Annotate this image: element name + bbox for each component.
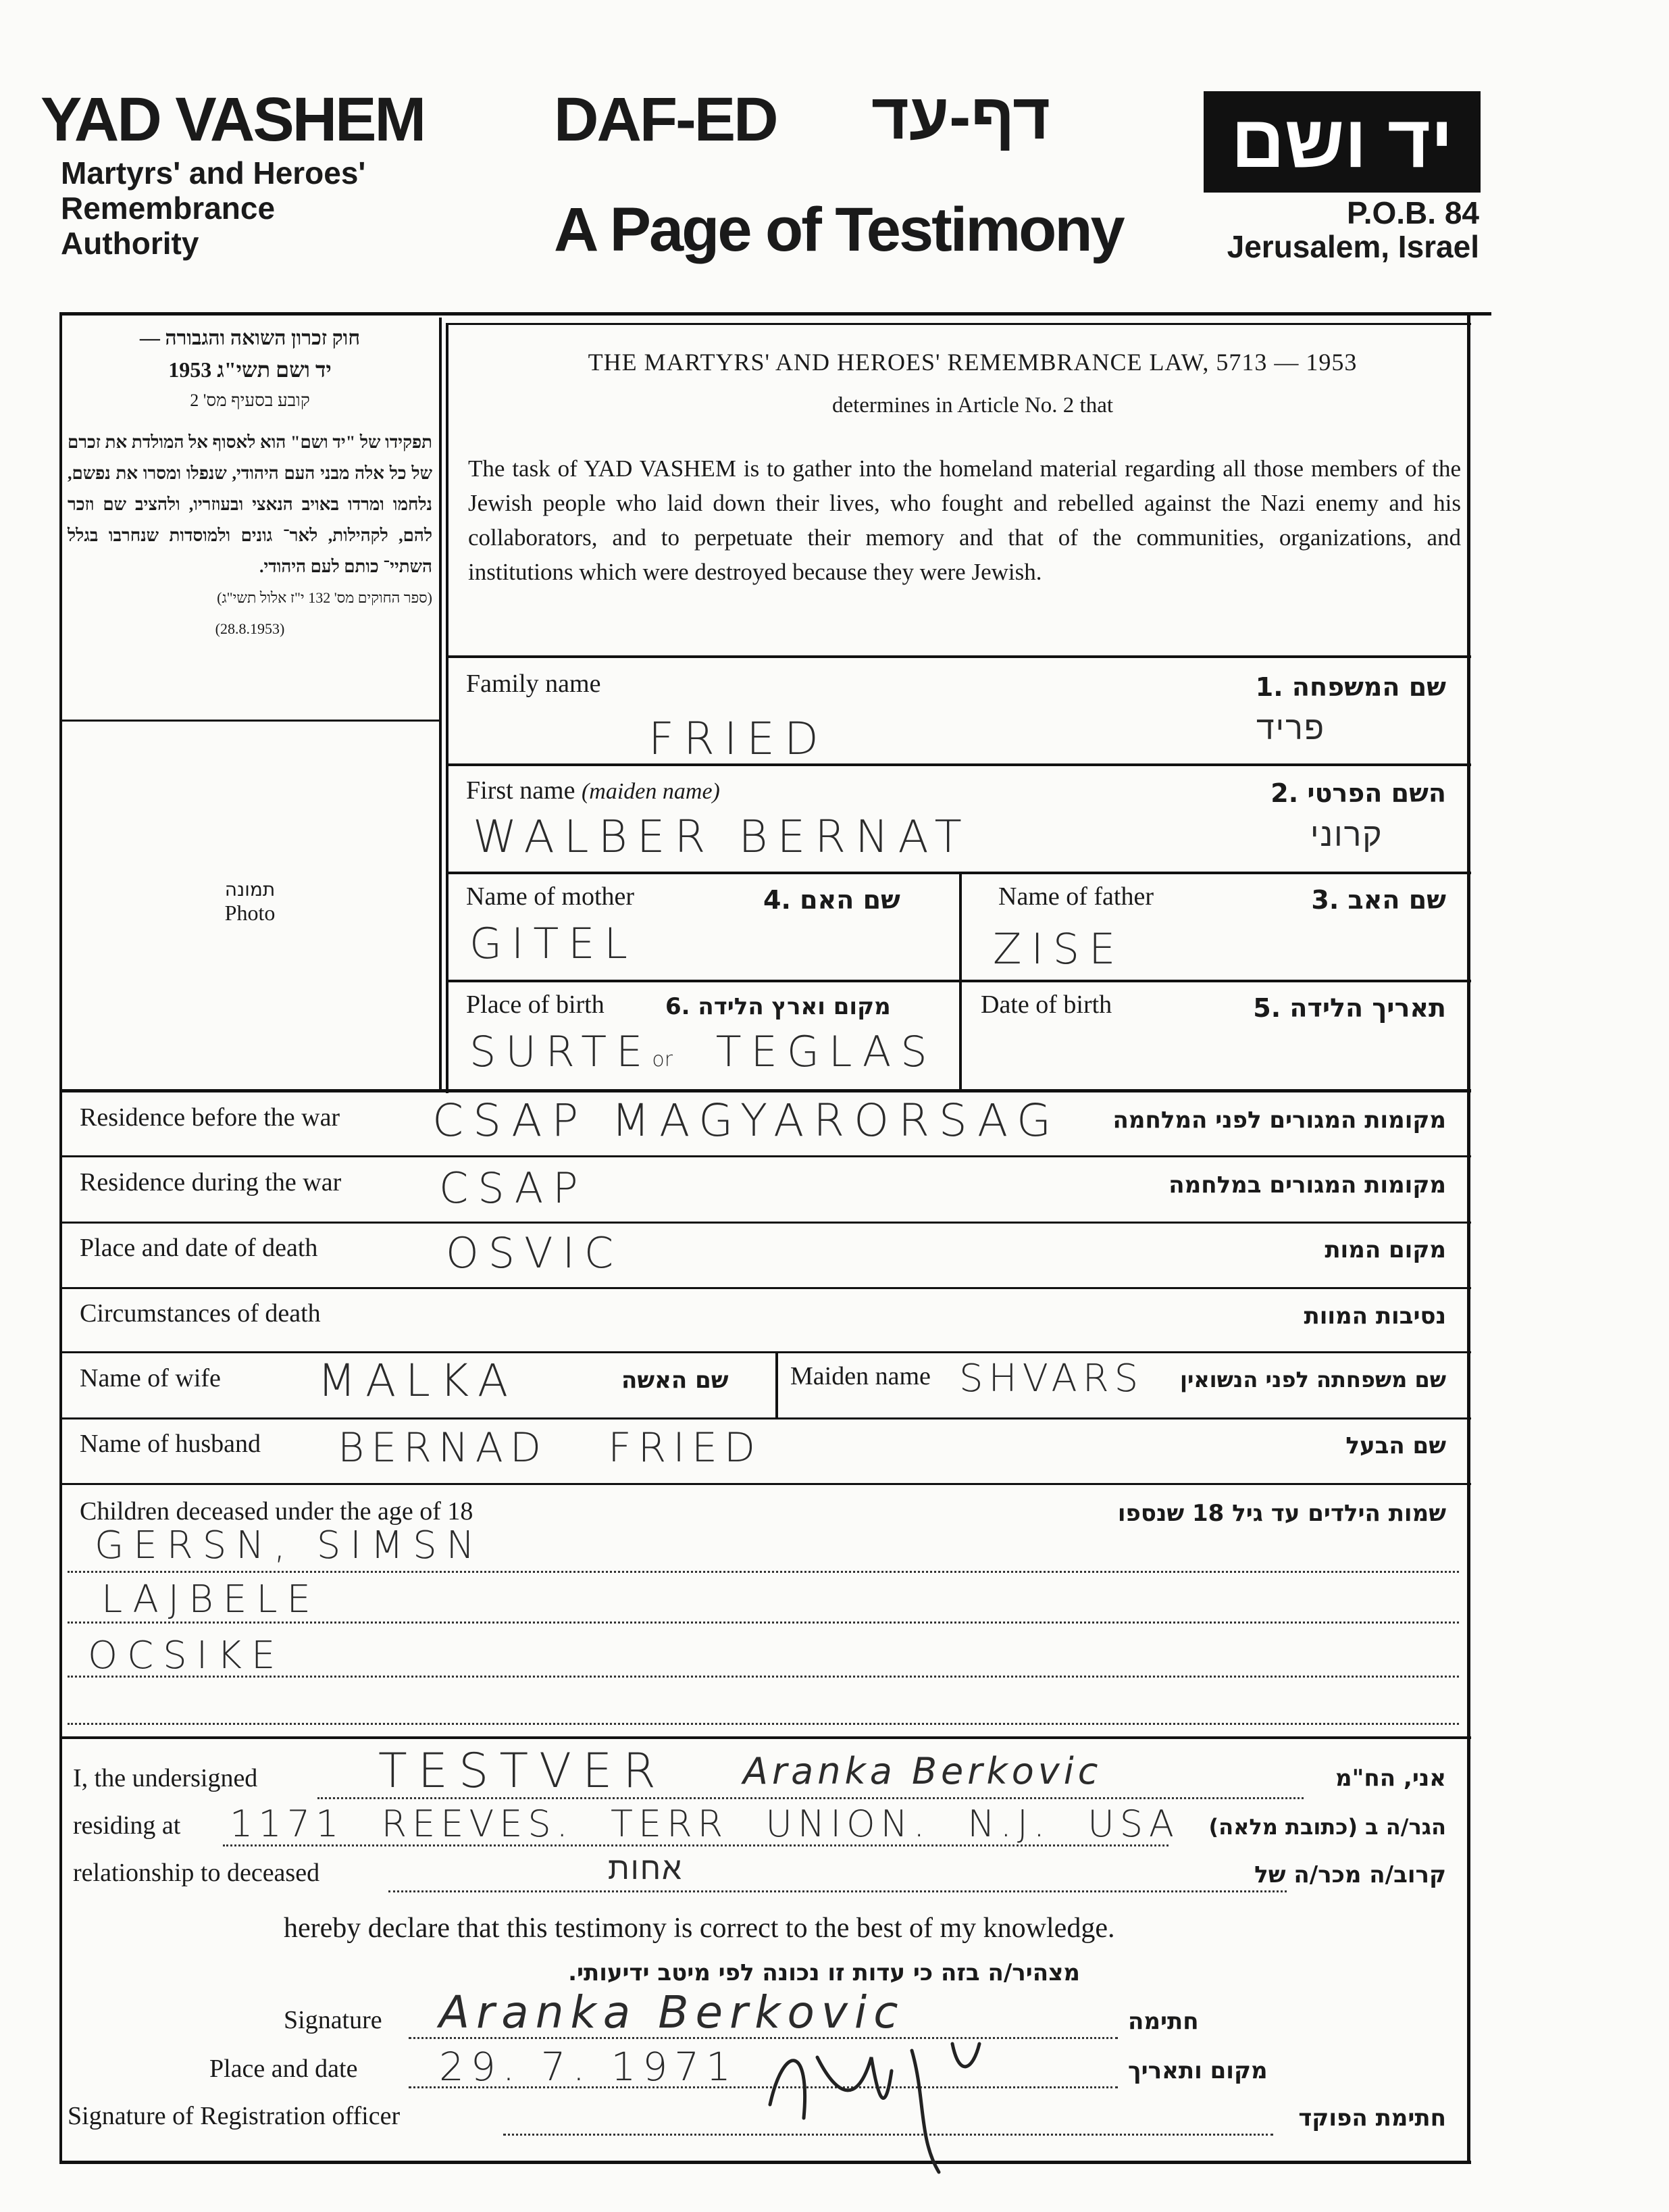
signature-label-hebrew: חתימה <box>1128 2008 1199 2035</box>
maiden-name-label-hebrew: שם משפחתה לפני הנשואין <box>1179 1367 1446 1392</box>
registration-officer-label: Signature of Registration officer <box>68 2102 401 2130</box>
relationship-label: relationship to deceased <box>73 1859 320 1887</box>
children-label: Children deceased under the age of 18 <box>80 1497 473 1526</box>
law-title: THE MARTYRS' AND HEROES' REMEMBRANCE LAW, 5713 — 1953 <box>588 349 1358 376</box>
left-border-upper <box>59 312 62 1092</box>
residing-label-hebrew: הגר/ה ב (כתובת מלאה) <box>1208 1814 1446 1840</box>
relationship-line <box>388 1890 1287 1892</box>
row-sep-3 <box>446 980 1471 982</box>
inner-left-border <box>446 323 448 1093</box>
row-sep-9 <box>62 1417 1471 1419</box>
birth-place-or: or <box>652 1048 673 1072</box>
first-name-label-hebrew: השם הפרטי .2 <box>1270 778 1446 808</box>
law-hebrew-body: תפקידו של "יד ושם" הוא לאסוף אל המולדת את זכרם של כל אלה מבני העם היהודי, שנפלו ומסרו את נפשם, נלחמו ומרדו באויב הנאצי ובעוזריו, ולהציב שם וזכר להם, לקהילות, לאר־ גונים ולמוסדות שנחרבו בגלל השתיי־ כותם לעם היהודי. <box>68 432 432 576</box>
law-hebrew-title2: יד ושם תשי"ג 1953 <box>168 357 332 382</box>
row-sep-8 <box>62 1351 1471 1353</box>
child-line-3 <box>68 1676 1459 1678</box>
residence-during-label-hebrew: מקומות המגורים במלחמה <box>1169 1172 1446 1199</box>
child-line-2 <box>68 1622 1459 1624</box>
residence-before-label: Residence before the war <box>80 1103 340 1132</box>
photo-placeholder <box>203 878 297 926</box>
row-sep-10 <box>62 1483 1471 1485</box>
law-hebrew-article: קובע בסעיף מס' 2 <box>190 391 310 410</box>
first-name-label-note: (maiden name) <box>581 779 720 804</box>
family-name-value-hebrew[interactable]: פריד <box>1256 709 1325 747</box>
residing-label: residing at <box>73 1811 181 1840</box>
place-date-label: Place and date <box>209 2055 358 2083</box>
city: Jerusalem, Israel <box>1227 229 1479 264</box>
circumstances-label-hebrew: נסיבות המוות <box>1304 1303 1446 1330</box>
undersigned-value[interactable]: TESTVER <box>378 1743 667 1799</box>
org-line-3: Authority <box>61 226 199 261</box>
law-subtitle: determines in Article No. 2 that <box>831 393 1114 418</box>
residence-during-label: Residence during the war <box>80 1168 342 1197</box>
signature-label: Signature <box>284 2006 382 2034</box>
left-border-lower <box>59 1089 62 2163</box>
law-photo-divider <box>62 720 440 722</box>
birth-place-label-hebrew: מקום וארץ הלידה .6 <box>665 993 891 1020</box>
yad-vashem-logo: יד ושם <box>1204 91 1481 193</box>
undersigned-signature[interactable]: Aranka Berkovic <box>743 1750 1102 1792</box>
row-sep-4 <box>59 1089 1471 1092</box>
birth-place-value-2: TEGLAS <box>715 1027 937 1076</box>
family-name-value[interactable]: FRIED <box>648 713 828 765</box>
first-name-value[interactable]: WALBER BERNAT <box>473 811 971 863</box>
relationship-label-hebrew: קרוב/ה מכר/ה של <box>1254 1861 1446 1888</box>
residence-during-value[interactable]: CSAP <box>439 1163 588 1213</box>
maiden-name-value[interactable]: SHVARS <box>959 1357 1144 1401</box>
birth-date-label: Date of birth <box>981 990 1112 1019</box>
undersigned-label: I, the undersigned <box>73 1764 258 1792</box>
address-block <box>1202 196 1479 263</box>
undersigned-label-hebrew: אני, הח"מ <box>1335 1765 1446 1792</box>
signature-value[interactable]: Aranka Berkovic <box>439 1986 905 2038</box>
wife-name-label-hebrew: שם האשה <box>621 1367 729 1394</box>
law-box-bottom <box>446 655 1471 658</box>
registration-officer-label-hebrew: חתימת הפוקד <box>1298 2105 1446 2132</box>
father-name-label: Name of father <box>998 882 1154 911</box>
family-name-label: Family name <box>466 670 601 698</box>
mother-name-label: Name of mother <box>466 882 635 911</box>
row-sep-1 <box>446 763 1471 766</box>
photo-label-hebrew: תמונה <box>224 878 276 901</box>
mid-divider-2 <box>775 1351 778 1419</box>
mid-divider-1 <box>959 873 962 1089</box>
death-place-value[interactable]: OSVIC <box>446 1228 623 1278</box>
birth-place-label: Place of birth <box>466 990 605 1019</box>
residence-before-label-hebrew: מקומות המגורים לפני המלחמה <box>1112 1107 1446 1134</box>
law-hebrew-ref: (ספר החוקים מס' 132 י"ז אלול תשי"ג) <box>217 589 432 606</box>
maiden-name-label: Maiden name <box>790 1362 931 1390</box>
mother-name-value[interactable]: GITEL <box>469 919 637 968</box>
top-border <box>59 312 1491 316</box>
birth-place-value[interactable] <box>469 1027 937 1076</box>
wife-name-label: Name of wife <box>80 1364 221 1392</box>
death-place-label-hebrew: מקום המות <box>1325 1236 1446 1263</box>
mother-name-label-hebrew: שם האם .4 <box>763 885 900 915</box>
family-name-label-hebrew: שם המשפחה .1 <box>1255 672 1446 702</box>
residing-value[interactable]: 1171 REEVES. TERR UNION. N.J. USA <box>230 1803 1179 1845</box>
dafed-title-hebrew: דף-עד <box>871 80 1050 153</box>
row-sep-11 <box>62 1736 1471 1739</box>
photo-divider <box>439 318 442 1091</box>
child-1[interactable]: GERSN, SIMSN <box>95 1524 484 1567</box>
law-body: The task of YAD VASHEM is to gather into the homeland material regarding all those members of the Jewish people who laid down their lives, who fought and rebelled against the Nazi enemy and his collaborators, and to perpetuate their memory and that of the communities, organizations, and institutions which were destroyed because they were Jewish. <box>468 455 1461 585</box>
wife-name-value[interactable]: MALKA <box>317 1355 518 1407</box>
father-name-value[interactable]: ZISE <box>993 924 1125 974</box>
org-line-1: Martyrs' and Heroes' <box>61 155 366 191</box>
first-name-label-text: First name <box>466 776 575 805</box>
husband-name-value[interactable]: BERNAD FRIED <box>338 1424 763 1472</box>
org-line-2: Remembrance <box>61 191 276 226</box>
father-name-label-hebrew: שם האב .3 <box>1311 885 1446 915</box>
dafed-title: DAF-ED <box>554 85 777 154</box>
right-border <box>1467 312 1470 2163</box>
org-name: YAD VASHEM <box>41 85 425 154</box>
birth-place-value-1: SURTE <box>469 1027 652 1076</box>
children-label-hebrew: שמות הילדים עד גיל 18 שנספו <box>1117 1500 1446 1527</box>
husband-name-label: Name of husband <box>80 1430 261 1458</box>
child-line-1 <box>68 1571 1459 1573</box>
relationship-value[interactable]: אחות <box>608 1850 683 1886</box>
law-hebrew-title: חוק זכרון השואה והגבורה — <box>139 327 361 349</box>
place-date-label-hebrew: מקום ותאריך <box>1128 2057 1268 2084</box>
pob: P.O.B. 84 <box>1346 195 1479 230</box>
row-sep-7 <box>62 1287 1471 1289</box>
first-name-value-hebrew[interactable]: קרוני <box>1310 816 1383 854</box>
declaration-statement: hereby declare that this testimony is correct to the best of my knowledge. <box>284 1913 1115 1944</box>
residence-before-value[interactable]: CSAP MAGYARORSAG <box>432 1095 1061 1147</box>
registration-officer-signature <box>756 2017 1000 2186</box>
death-place-label: Place and date of death <box>80 1234 318 1262</box>
child-3[interactable]: OCSIKE <box>88 1634 285 1678</box>
declaration-statement-hebrew: מצהיר/ה בזה כי עדות זו נכונה לפי מיטב ידיעותי. <box>568 1959 1080 1986</box>
child-line-4 <box>68 1723 1459 1725</box>
circumstances-label: Circumstances of death <box>80 1299 321 1328</box>
row-sep-6 <box>62 1222 1471 1224</box>
photo-label: Photo <box>224 901 276 925</box>
law-box-top <box>446 323 1471 325</box>
first-name-label <box>466 776 720 805</box>
husband-name-label-hebrew: שם הבעל <box>1345 1432 1446 1459</box>
law-hebrew-date: (28.8.1953) <box>215 620 285 637</box>
birth-date-label-hebrew: תאריך הלידה .5 <box>1253 993 1446 1023</box>
law-hebrew <box>68 323 432 645</box>
row-sep-2 <box>446 872 1471 874</box>
child-2[interactable]: LAJBELE <box>101 1578 320 1622</box>
org-subtitle <box>61 155 365 261</box>
place-date-value[interactable]: 29. 7. 1971 <box>439 2044 738 2090</box>
page-title: A Page of Testimony <box>554 195 1123 264</box>
row-sep-5 <box>62 1155 1471 1157</box>
